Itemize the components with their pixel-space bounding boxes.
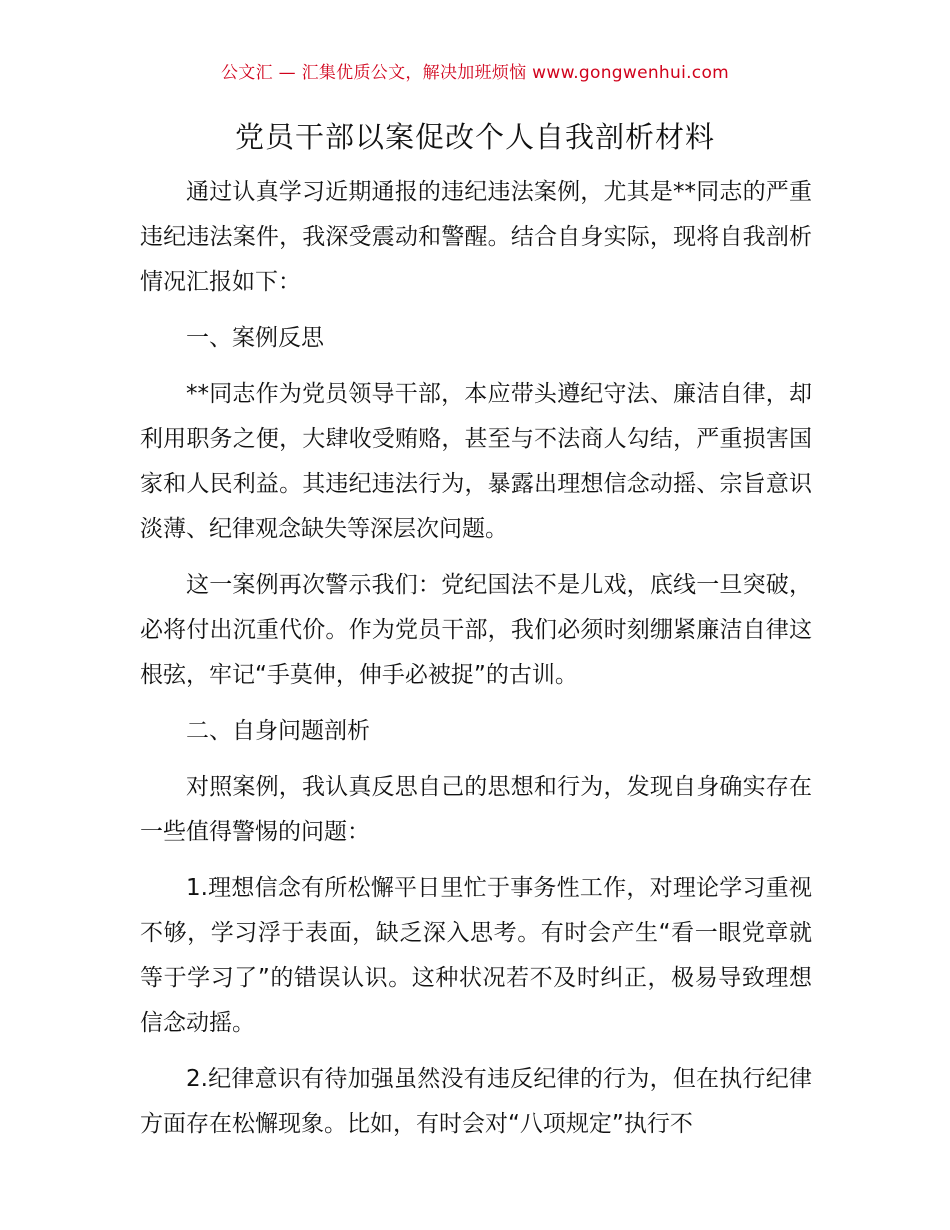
case-warning-paragraph: 这一案例再次警示我们：党纪国法不是儿戏，底线一旦突破，必将付出沉重代价。作为党员干部，我们必须时刻绷紧廉洁自律这根弦，牢记“手莫伸，伸手必被捉”的古训。 xyxy=(140,572,812,688)
document-body xyxy=(140,170,812,1158)
section-heading-self-analysis: 二、自身问题剖析 xyxy=(186,718,370,744)
intro-paragraph: 通过认真学习近期通报的违纪违法案例，尤其是**同志的严重违纪违法案件，我深受震动和警醒。结合自身实际，现将自我剖析情况汇报如下： xyxy=(140,179,812,295)
problem-item-2: 2.纪律意识有待加强虽然没有违反纪律的行为，但在执行纪律方面存在松懈现象。比如，有时会对“八项规定”执行不 xyxy=(140,1066,812,1137)
section-heading-case-reflection: 一、案例反思 xyxy=(186,325,324,351)
document-title: 党员干部以案促改个人自我剖析材料 xyxy=(234,120,715,154)
case-description-paragraph: **同志作为党员领导干部，本应带头遵纪守法、廉洁自律，却利用职务之便，大肆收受贿赂，甚至与不法商人勾结，严重损害国家和人民利益。其违纪违法行为，暴露出理想信念动摇、宗旨意识淡薄、纪律观念缺失等深层次问题。 xyxy=(140,381,812,542)
site-banner: 公文汇 — 汇集优质公文，解决加班烦恼 www.gongwenhui.com xyxy=(220,63,730,83)
problem-item-1: 1.理想信念有所松懈平日里忙于事务性工作，对理论学习重视不够，学习浮于表面，缺乏深入思考。有时会产生“看一眼党章就等于学习了”的错误认识。这种状况若不及时纠正，极易导致理想信念动摇。 xyxy=(140,875,812,1036)
self-analysis-intro-paragraph: 对照案例，我认真反思自己的思想和行为，发现自身确实存在一些值得警惕的问题： xyxy=(140,774,812,845)
